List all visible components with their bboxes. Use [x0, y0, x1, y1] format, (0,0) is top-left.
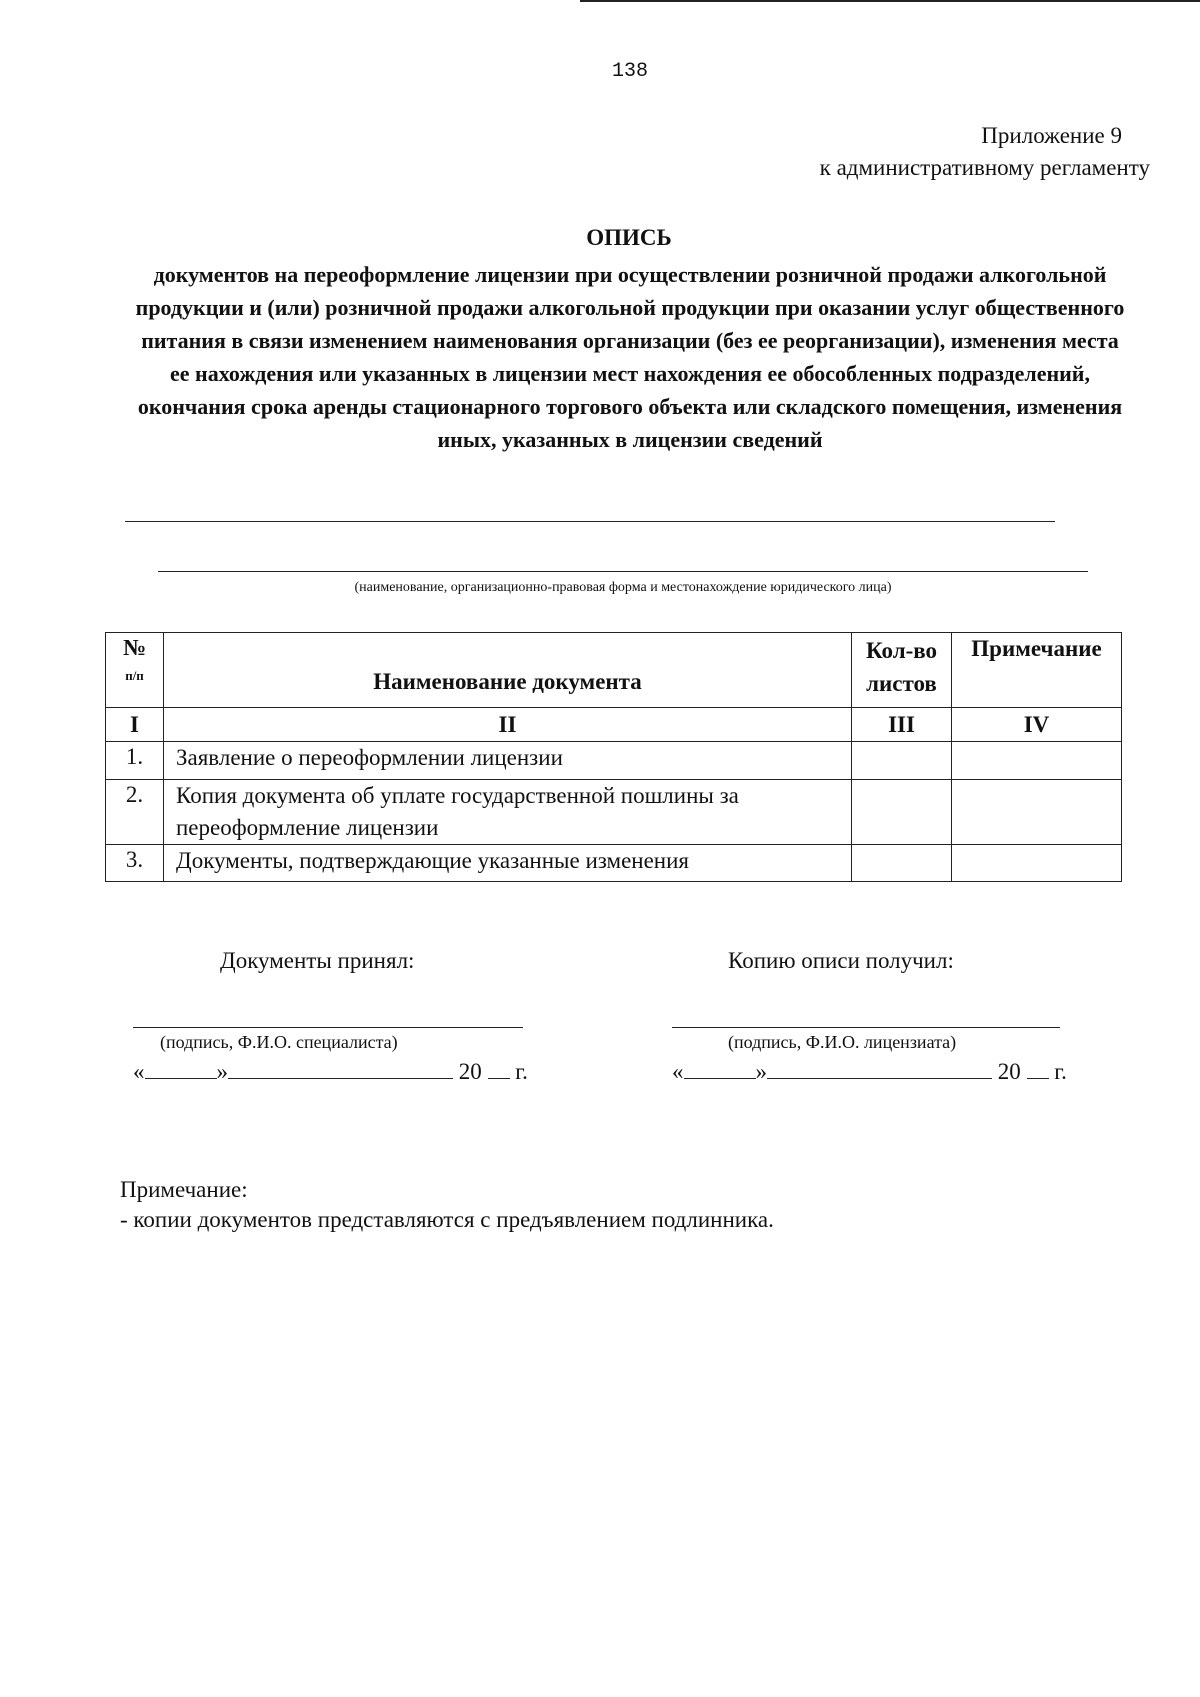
top-border-line: [580, 0, 1200, 2]
roman-col-4: IV: [952, 708, 1122, 742]
row-number: 1.: [106, 742, 164, 780]
row-note: [952, 780, 1122, 845]
header-number: [106, 633, 164, 708]
table-row: [106, 780, 1122, 845]
day-blank: [684, 1056, 756, 1079]
row-document-name: Документы, подтверждающие указанные изменения: [164, 845, 852, 882]
table-row: [106, 742, 1122, 780]
roman-col-2: II: [164, 708, 852, 742]
documents-accepted-label: Документы принял:: [220, 948, 415, 973]
year-suffix: г.: [515, 1059, 528, 1084]
header-number-sub: п/п: [125, 668, 144, 683]
row-note: [952, 845, 1122, 882]
licensee-signature-caption: (подпись, Ф.И.О. лицензиата): [728, 1032, 957, 1052]
row-sheet-count: [852, 845, 952, 882]
appendix-header: [820, 120, 1150, 184]
row-number: 3.: [106, 845, 164, 882]
header-document-name: Наименование документа: [164, 633, 852, 708]
roman-col-1: I: [106, 708, 164, 742]
year-blank: [1027, 1056, 1049, 1079]
table-row: [106, 845, 1122, 882]
day-blank: [145, 1056, 217, 1079]
date-quote-close: »: [755, 1059, 767, 1084]
date-quote-close: »: [216, 1059, 228, 1084]
date-quote-open: «: [672, 1059, 684, 1084]
specialist-signature-caption: (подпись, Ф.И.О. специалиста): [160, 1032, 398, 1052]
org-name-line-2: [158, 571, 1088, 572]
page-number: 138: [611, 60, 648, 83]
inventory-table: [105, 632, 1122, 882]
org-name-line-1: [125, 521, 1055, 522]
specialist-date-line: [133, 1056, 528, 1085]
row-sheet-count: [852, 742, 952, 780]
row-sheet-count: [852, 780, 952, 845]
appendix-reference: к административному регламенту: [819, 155, 1150, 180]
header-number-symbol: №: [122, 635, 147, 660]
document-title: ОПИСЬ: [586, 225, 672, 250]
note-title: Примечание:: [120, 1177, 248, 1202]
row-document-name: Заявление о переоформлении лицензии: [164, 742, 852, 780]
year-prefix: 20: [997, 1059, 1021, 1084]
copy-received-label: Копию описи получил:: [728, 948, 954, 973]
year-suffix: г.: [1054, 1059, 1067, 1084]
org-name-caption: (наименование, организационно-правовая форма и местонахождение юридического лица): [354, 580, 892, 595]
month-blank: [228, 1056, 453, 1079]
header-sheet-count: Кол-во листов: [852, 633, 952, 708]
table-roman-row: [106, 708, 1122, 742]
appendix-number: Приложение 9: [981, 123, 1122, 148]
licensee-signature-line: [672, 1027, 1060, 1028]
year-prefix: 20: [458, 1059, 482, 1084]
licensee-date-line: [672, 1056, 1067, 1085]
table-header-row: [106, 633, 1122, 708]
row-note: [952, 742, 1122, 780]
note-text: - копии документов представляются с предъявлением подлинника.: [120, 1207, 774, 1232]
row-number: 2.: [106, 780, 164, 845]
roman-col-3: III: [852, 708, 952, 742]
row-document-name: Копия документа об уплате государственной пошлины за переоформление лицензии: [164, 780, 852, 845]
year-blank: [488, 1056, 510, 1079]
month-blank: [767, 1056, 992, 1079]
header-note: Примечание: [952, 633, 1122, 708]
specialist-signature-line: [133, 1027, 523, 1028]
document-subtitle: документов на переоформление лицензии при осуществлении розничной продажи алкогольной продукции и (или) розничной продажи алкогольной продукции при оказании услуг общественного питания в связи изменением наименования организации (без ее реорганизации), изменения места ее нахождения или указанных в лицензии мест нахождения ее обособленных подразделений, окончания срока аренды стационарного торгового объекта или складского помещения, изменения иных, указанных в лицензии сведений: [135, 262, 1125, 452]
date-quote-open: «: [133, 1059, 145, 1084]
